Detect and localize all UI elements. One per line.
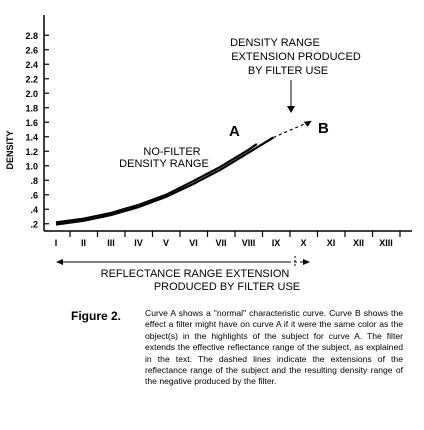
density-extension-line3: BY FILTER USE [247,65,329,77]
reflectance-arrow-left-head [56,259,63,265]
x-tick-label: X [300,238,307,248]
curve-a-label: A [229,123,240,140]
y-tick-label: 2.2 [25,74,38,85]
x-tick-label: IX [271,238,281,248]
density-extension-line2: EXTENSION PRODUCED [231,51,361,63]
y-tick-label: 2.8 [25,30,38,41]
x-tick-label: VIII [241,238,256,248]
y-tick-label: .6 [30,190,38,201]
no-filter-label-line2: DENSITY RANGE [119,158,209,170]
y-tick-label: 1.6 [25,117,38,128]
y-axis-label: DENSITY [5,130,15,170]
y-tick-label: 2.4 [25,59,38,70]
y-tick-label: .8 [30,175,38,186]
curves [56,121,312,225]
x-tick-label: I [54,238,58,248]
reflectance-arrow-right-head [303,259,310,265]
x-tick-label: XIII [379,238,393,248]
x-tick-label: V [162,238,170,248]
figure-label: Figure 2. [71,309,122,323]
reflectance-extension-line1: REFLECTANCE RANGE EXTENSION [100,268,290,280]
x-tick-label: II [80,238,87,248]
x-tick-label: VII [215,238,227,248]
y-tick-label: 2.0 [25,88,38,99]
x-tick-label: III [107,238,115,248]
x-tick-label: XII [352,238,365,248]
y-axis-ticks [25,31,49,230]
x-tick-label: VI [189,238,198,248]
curve-b-extension-arrowhead [304,121,312,127]
reflectance-extension-line2: PRODUCED BY FILTER USE [153,281,301,293]
x-tick-label: IV [134,238,143,248]
no-filter-label-line1: NO-FILTER [143,146,201,158]
y-tick-label: 1.2 [25,146,38,157]
density-pointer-arrowhead [287,106,295,113]
density-extension-line1: DENSITY RANGE [230,37,320,49]
figure-caption: Curve A shows a "normal" characteristic curve. Curve B shows the effect a filter might have on curve A if it were the same color as the object(s) in the highlights of the subject for curve A. The filter extends the effective reflectance range of the subject, as explained in the text. The dashed lines indicate the extensions of the reflectance range of the subject and the resulting density range of the negative produced by the filter. [145,308,403,387]
y-tick-label: 1.4 [25,132,38,143]
y-tick-label: 1.0 [25,161,38,172]
curve-b-label: B [318,120,329,137]
y-tick-label: 2.6 [25,45,38,56]
y-tick-label: 1.8 [25,103,38,114]
y-tick-label: .4 [30,204,38,215]
y-tick-label: .2 [30,219,38,230]
x-axis-ticks [55,231,424,248]
x-tick-label: XI [326,238,336,248]
